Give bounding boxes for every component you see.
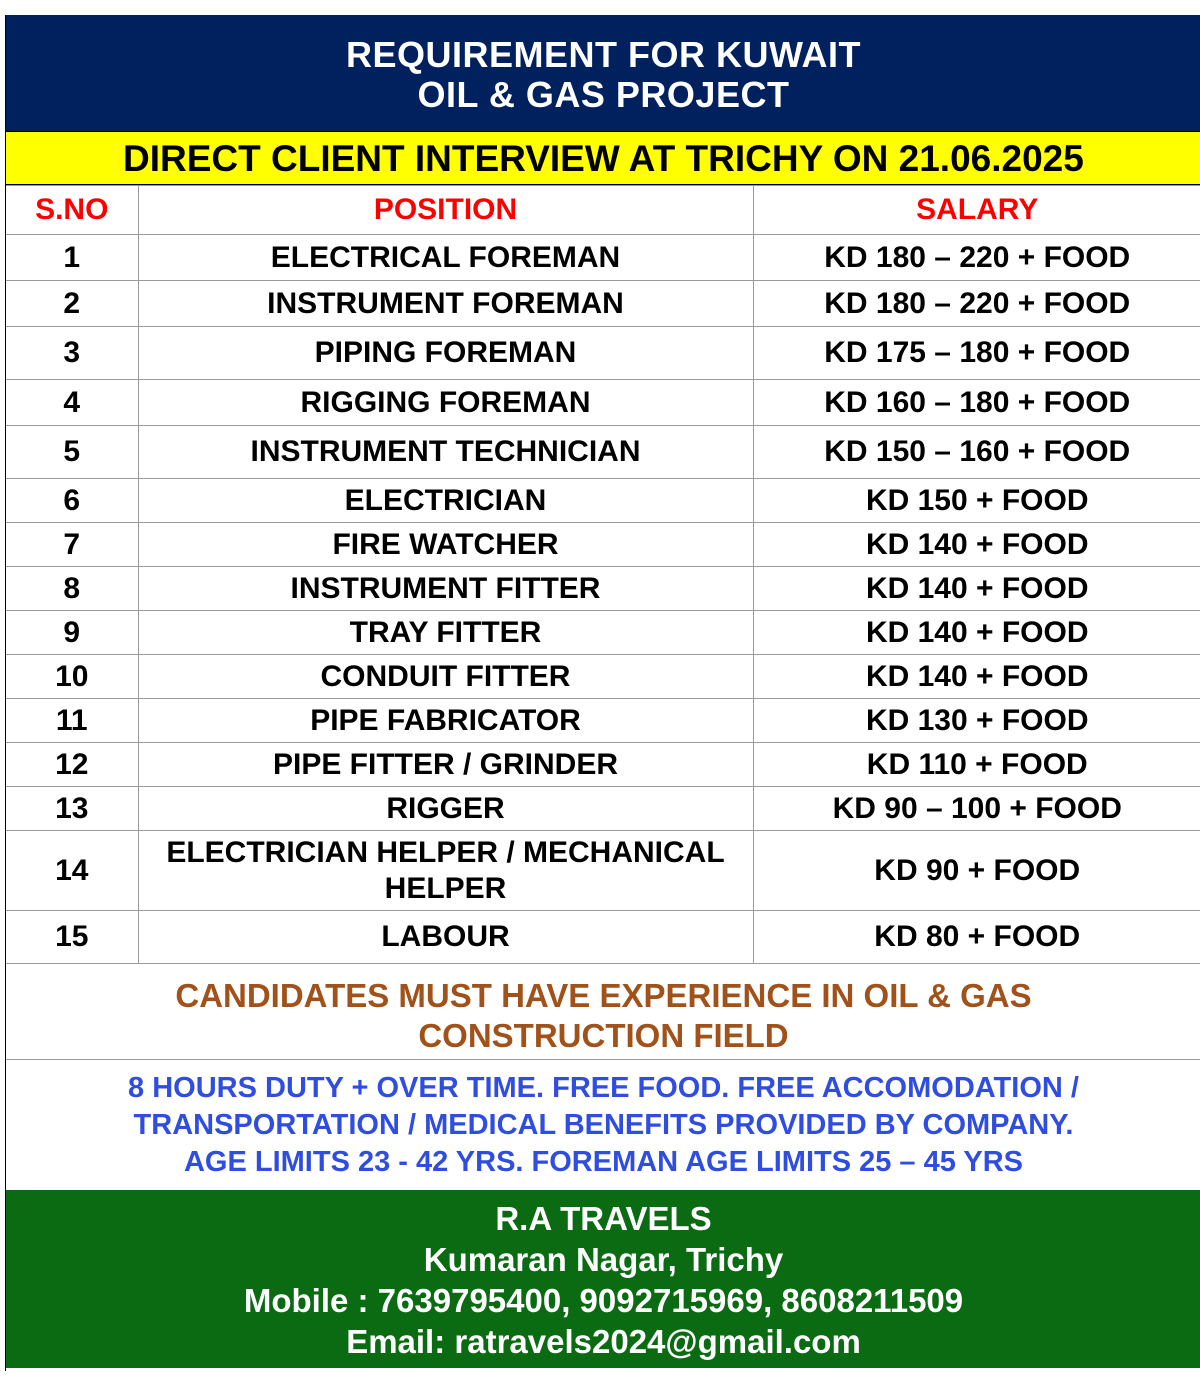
mobile-numbers: Mobile : 7639795400, 9092715969, 8608211509 [243, 1282, 964, 1319]
cell-sno: 4 [6, 380, 138, 426]
interview-banner: DIRECT CLIENT INTERVIEW AT TRICHY ON 21.06.2025 [6, 131, 1200, 185]
contact-footer [6, 1190, 1200, 1368]
cell-position: ELECTRICAL FOREMAN [138, 235, 753, 281]
table-row [6, 426, 1200, 479]
table-row [6, 523, 1200, 567]
cell-sno: 6 [6, 479, 138, 523]
benefits-note [6, 1060, 1200, 1190]
cell-position: LABOUR [138, 911, 753, 964]
cell-position: PIPING FOREMAN [138, 327, 753, 380]
table-row [6, 611, 1200, 655]
table-row [6, 655, 1200, 699]
cell-salary: KD 140 + FOOD [753, 655, 1200, 699]
experience-line-2: CONSTRUCTION FIELD [418, 1017, 789, 1054]
cell-position: ELECTRICIAN HELPER / MECHANICAL HELPER [138, 831, 753, 911]
table-row [6, 479, 1200, 523]
table-row [6, 787, 1200, 831]
cell-position: RIGGING FOREMAN [138, 380, 753, 426]
cell-position: INSTRUMENT FITTER [138, 567, 753, 611]
cell-salary: KD 175 – 180 + FOOD [753, 327, 1200, 380]
cell-salary: KD 180 – 220 + FOOD [753, 281, 1200, 327]
cell-sno: 7 [6, 523, 138, 567]
cell-salary: KD 90 – 100 + FOOD [753, 787, 1200, 831]
cell-sno: 8 [6, 567, 138, 611]
cell-salary: KD 150 – 160 + FOOD [753, 426, 1200, 479]
cell-salary: KD 90 + FOOD [753, 831, 1200, 911]
table-row [6, 567, 1200, 611]
table-row [6, 327, 1200, 380]
title-line-1: REQUIREMENT FOR KUWAIT [346, 34, 861, 75]
cell-position: TRAY FITTER [138, 611, 753, 655]
table-row [6, 831, 1200, 911]
table-row [6, 699, 1200, 743]
cell-sno: 3 [6, 327, 138, 380]
experience-note [6, 964, 1200, 1060]
cell-salary: KD 140 + FOOD [753, 567, 1200, 611]
job-poster [5, 15, 1200, 1371]
cell-sno: 9 [6, 611, 138, 655]
cell-position: PIPE FABRICATOR [138, 699, 753, 743]
table-row [6, 743, 1200, 787]
cell-salary: KD 150 + FOOD [753, 479, 1200, 523]
company-address: Kumaran Nagar, Trichy [423, 1241, 784, 1278]
cell-position: INSTRUMENT TECHNICIAN [138, 426, 753, 479]
email-address: Email: ratravels2024@gmail.com [346, 1323, 861, 1360]
cell-salary: KD 130 + FOOD [753, 699, 1200, 743]
header-sno: S.NO [6, 186, 138, 235]
title-banner [6, 15, 1200, 131]
cell-position: FIRE WATCHER [138, 523, 753, 567]
title-line-2: OIL & GAS PROJECT [417, 74, 790, 115]
cell-salary: KD 140 + FOOD [753, 523, 1200, 567]
cell-position: ELECTRICIAN [138, 479, 753, 523]
cell-salary: KD 80 + FOOD [753, 911, 1200, 964]
company-name: R.A TRAVELS [495, 1200, 712, 1237]
cell-salary: KD 140 + FOOD [753, 611, 1200, 655]
cell-sno: 11 [6, 699, 138, 743]
header-position: POSITION [138, 186, 753, 235]
table-row [6, 235, 1200, 281]
cell-position: CONDUIT FITTER [138, 655, 753, 699]
experience-line-1: CANDIDATES MUST HAVE EXPERIENCE IN OIL & GAS [175, 977, 1032, 1014]
cell-sno: 1 [6, 235, 138, 281]
cell-sno: 10 [6, 655, 138, 699]
header-salary: SALARY [753, 186, 1200, 235]
cell-position: RIGGER [138, 787, 753, 831]
benefits-line-1: 8 HOURS DUTY + OVER TIME. FREE FOOD. FREE ACCOMODATION / [128, 1072, 1079, 1104]
cell-salary: KD 160 – 180 + FOOD [753, 380, 1200, 426]
jobs-table [6, 185, 1200, 964]
table-row [6, 911, 1200, 964]
cell-sno: 13 [6, 787, 138, 831]
cell-sno: 14 [6, 831, 138, 911]
table-header-row [6, 186, 1200, 235]
cell-sno: 15 [6, 911, 138, 964]
table-row [6, 380, 1200, 426]
benefits-line-2: TRANSPORTATION / MEDICAL BENEFITS PROVIDED BY COMPANY. [133, 1109, 1074, 1141]
cell-sno: 12 [6, 743, 138, 787]
cell-position: INSTRUMENT FOREMAN [138, 281, 753, 327]
benefits-line-3: AGE LIMITS 23 - 42 YRS. FOREMAN AGE LIMITS 25 – 45 YRS [183, 1146, 1024, 1178]
cell-sno: 2 [6, 281, 138, 327]
cell-position: PIPE FITTER / GRINDER [138, 743, 753, 787]
cell-salary: KD 180 – 220 + FOOD [753, 235, 1200, 281]
cell-salary: KD 110 + FOOD [753, 743, 1200, 787]
cell-sno: 5 [6, 426, 138, 479]
table-row [6, 281, 1200, 327]
